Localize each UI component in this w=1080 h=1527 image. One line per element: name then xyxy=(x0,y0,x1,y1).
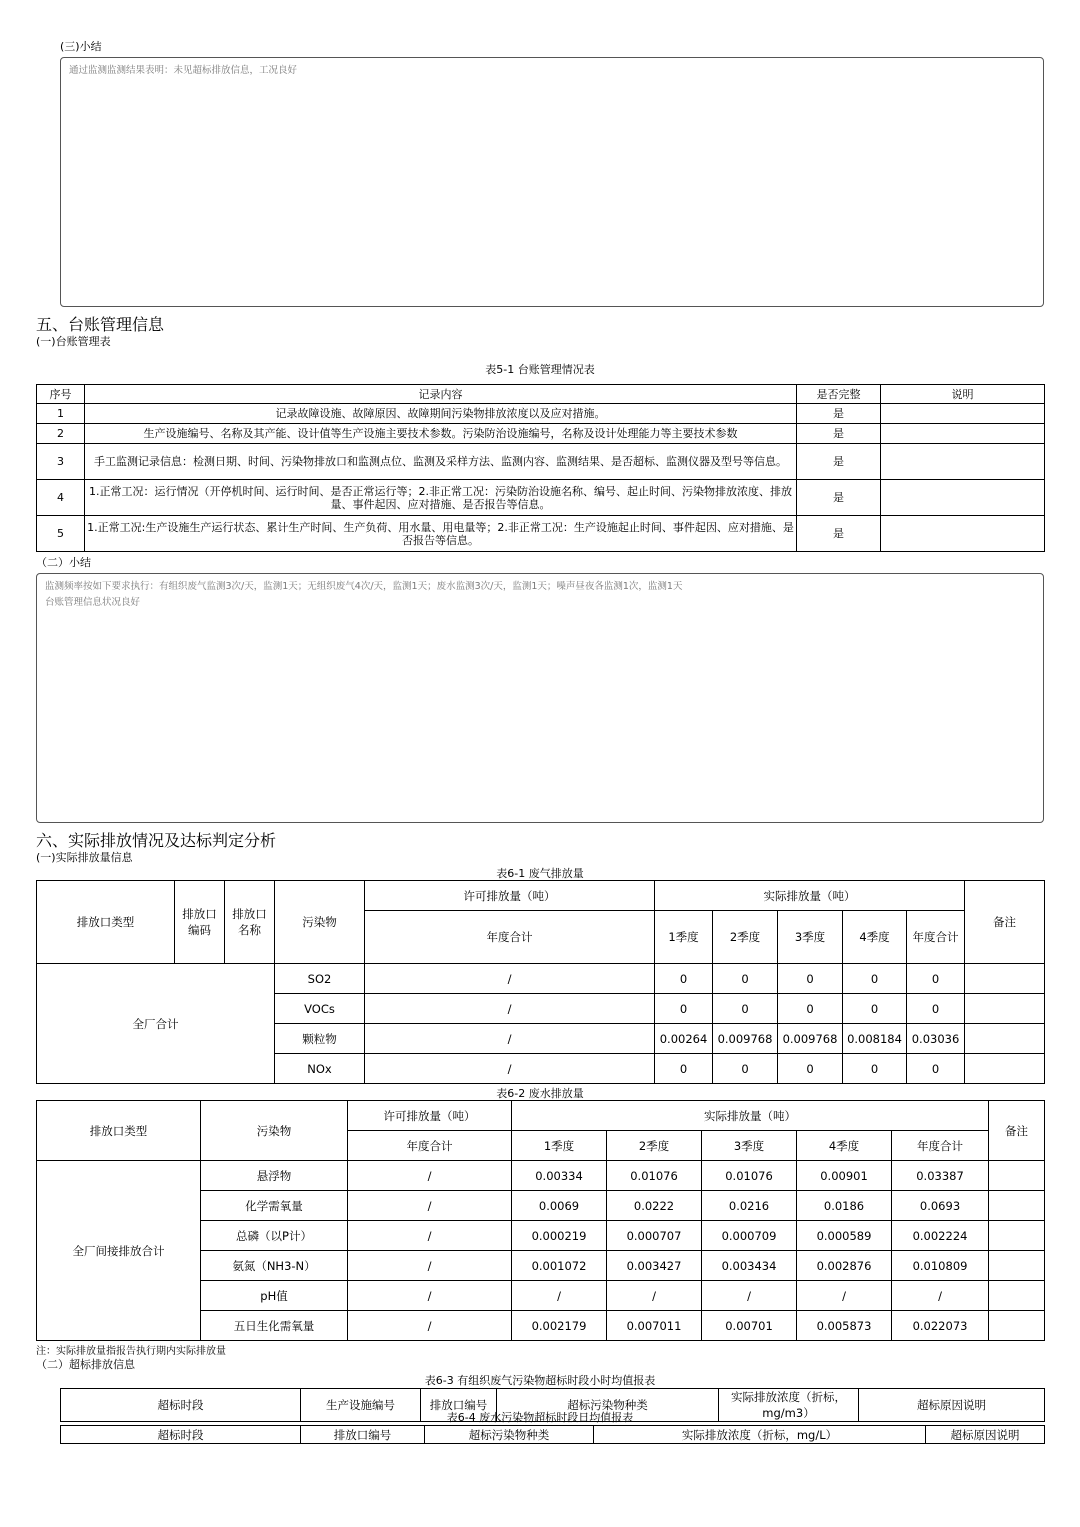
cell-q4: 0.005873 xyxy=(797,1311,892,1341)
cell-permit: / xyxy=(348,1251,512,1281)
cell-q3: 0.009768 xyxy=(778,1024,843,1054)
cell-q2: 0 xyxy=(713,1054,778,1084)
cell-q1: 0.0069 xyxy=(512,1191,607,1221)
cell-remark xyxy=(989,1191,1045,1221)
cell-permit: / xyxy=(348,1221,512,1251)
row-note xyxy=(881,404,1045,424)
header-year-total-actual: 年度合计 xyxy=(892,1131,989,1161)
summary-3-text: 通过监测监测结果表明：未见超标排放信息，工况良好 xyxy=(69,65,298,76)
row-complete: 是 xyxy=(797,444,881,480)
cell-q4: 0.000589 xyxy=(797,1221,892,1251)
header-permit: 许可排放量（吨） xyxy=(348,1101,512,1131)
emission-note: 注：实际排放量指报告执行期内实际排放量 xyxy=(36,1346,226,1357)
section-5-sub1: (一)台账管理表 xyxy=(36,335,111,348)
header-q4: 4季度 xyxy=(843,911,907,964)
header-exceed-reason: 超标原因说明 xyxy=(926,1426,1045,1444)
row-complete: 是 xyxy=(797,404,881,424)
cell-q3: 0.01076 xyxy=(702,1161,797,1191)
header-exceed-period: 超标时段 xyxy=(61,1389,301,1422)
section-6-sub2: （二）超标排放信息 xyxy=(36,1358,135,1371)
cell-q4: / xyxy=(797,1281,892,1311)
cell-total: 0.03036 xyxy=(907,1024,965,1054)
table-header-row xyxy=(37,1101,1045,1131)
header-actual: 实际排放量（吨） xyxy=(655,881,965,911)
cell-q3: 0 xyxy=(778,994,843,1024)
cell-permit: / xyxy=(365,994,655,1024)
header-year-total: 年度合计 xyxy=(365,911,655,964)
cell-pollutant: VOCs xyxy=(275,994,365,1024)
header-actual: 实际排放量（吨） xyxy=(512,1101,989,1131)
row-content: 手工监测记录信息：检测日期、时间、污染物排放口和监测点位、监测及采样方法、监测内容、监测结果、是否超标、监测仪器及型号等信息。 xyxy=(85,444,797,480)
cell-pollutant: 化学需氧量 xyxy=(201,1191,348,1221)
header-content: 记录内容 xyxy=(85,385,797,404)
cell-pollutant: 颗粒物 xyxy=(275,1024,365,1054)
cell-q2: 0 xyxy=(713,994,778,1024)
summary-5-line2: 台账管理信息状况良好 xyxy=(45,597,141,608)
cell-q2: 0.000707 xyxy=(607,1221,702,1251)
header-exceed-reason: 超标原因说明 xyxy=(859,1389,1045,1422)
table-6-1 xyxy=(36,880,1045,1084)
header-outlet-type: 排放口类型 xyxy=(37,1101,201,1161)
header-q2: 2季度 xyxy=(713,911,778,964)
header-note: 说明 xyxy=(881,385,1045,404)
row-no: 3 xyxy=(37,444,85,480)
header-year-total: 年度合计 xyxy=(348,1131,512,1161)
table-row xyxy=(37,444,1045,480)
cell-pollutant: 总磷（以P计） xyxy=(201,1221,348,1251)
cell-pollutant: 氨氮（NH3-N） xyxy=(201,1251,348,1281)
section-5-heading: 五、台账管理信息 xyxy=(36,315,165,334)
table-row xyxy=(37,1161,1045,1191)
cell-total: 0.03387 xyxy=(892,1161,989,1191)
cell-pollutant: 五日生化需氧量 xyxy=(201,1311,348,1341)
cell-remark xyxy=(989,1281,1045,1311)
header-outlet-type: 排放口类型 xyxy=(37,881,175,964)
header-complete: 是否完整 xyxy=(797,385,881,404)
cell-q3: 0 xyxy=(778,964,843,994)
cell-q2: 0.01076 xyxy=(607,1161,702,1191)
cell-permit: / xyxy=(365,1024,655,1054)
cell-pollutant: SO2 xyxy=(275,964,365,994)
cell-permit: / xyxy=(365,1054,655,1084)
cell-pollutant: 悬浮物 xyxy=(201,1161,348,1191)
cell-permit: / xyxy=(348,1161,512,1191)
cell-q1: / xyxy=(512,1281,607,1311)
row-no: 4 xyxy=(37,480,85,516)
section-6-heading: 六、实际排放情况及达标判定分析 xyxy=(36,831,277,850)
group-label: 全厂间接排放合计 xyxy=(37,1161,201,1341)
cell-q1: 0.001072 xyxy=(512,1251,607,1281)
cell-q3: 0.0216 xyxy=(702,1191,797,1221)
table-6-2 xyxy=(36,1100,1045,1341)
header-year-total-actual: 年度合计 xyxy=(907,911,965,964)
cell-q1: 0 xyxy=(655,994,713,1024)
cell-q1: 0.002179 xyxy=(512,1311,607,1341)
section-5-sub2: （二）小结 xyxy=(36,556,91,569)
cell-q2: 0.0222 xyxy=(607,1191,702,1221)
table-row xyxy=(37,404,1045,424)
header-pollutant: 污染物 xyxy=(201,1101,348,1161)
cell-total: 0.002224 xyxy=(892,1221,989,1251)
header-outlet-code: 排放口编码 xyxy=(175,881,225,964)
cell-q2: 0 xyxy=(713,964,778,994)
cell-total: 0 xyxy=(907,1054,965,1084)
cell-q1: 0.00264 xyxy=(655,1024,713,1054)
cell-total: / xyxy=(892,1281,989,1311)
row-complete: 是 xyxy=(797,516,881,552)
header-remark: 备注 xyxy=(989,1101,1045,1161)
cell-q4: 0 xyxy=(843,1054,907,1084)
row-no: 5 xyxy=(37,516,85,552)
header-pollutant-type: 超标污染物种类 xyxy=(425,1426,594,1444)
row-no: 2 xyxy=(37,424,85,444)
header-q3: 3季度 xyxy=(778,911,843,964)
row-complete: 是 xyxy=(797,424,881,444)
row-no: 1 xyxy=(37,404,85,424)
header-q1: 1季度 xyxy=(655,911,713,964)
cell-q3: 0 xyxy=(778,1054,843,1084)
header-outlet-code: 排放口编号 xyxy=(421,1389,497,1422)
row-note xyxy=(881,424,1045,444)
summary-5-line1: 监测频率按如下要求执行：有组织废气监测3次/天，监测1天；无组织废气4次/天，监测1天；废水监测3次/天，监测1天；噪声昼夜各监测1次，监测1天 xyxy=(45,581,683,592)
header-q4: 4季度 xyxy=(797,1131,892,1161)
header-permit: 许可排放量（吨） xyxy=(365,881,655,911)
cell-remark xyxy=(965,964,1045,994)
row-note xyxy=(881,444,1045,480)
header-remark: 备注 xyxy=(965,881,1045,964)
cell-q4: 0 xyxy=(843,964,907,994)
group-label: 全厂合计 xyxy=(37,964,275,1084)
cell-permit: / xyxy=(348,1191,512,1221)
cell-q2: 0.003427 xyxy=(607,1251,702,1281)
row-content: 生产设施编号、名称及其产能、设计值等生产设施主要技术参数。污染防治设施编号，名称及设计处理能力等主要技术参数 xyxy=(85,424,797,444)
row-complete: 是 xyxy=(797,480,881,516)
table-row xyxy=(37,424,1045,444)
table-header-row xyxy=(61,1426,1045,1444)
summary-3-title: (三)小结 xyxy=(60,40,102,53)
cell-remark xyxy=(989,1161,1045,1191)
cell-q3: 0.00701 xyxy=(702,1311,797,1341)
table-6-3-caption: 表6-3 有组织废气污染物超标时段小时均值报表 xyxy=(424,1374,656,1387)
cell-remark xyxy=(989,1251,1045,1281)
cell-q3: 0.003434 xyxy=(702,1251,797,1281)
table-header-row xyxy=(37,881,1045,911)
cell-q2: / xyxy=(607,1281,702,1311)
header-q3: 3季度 xyxy=(702,1131,797,1161)
cell-permit: / xyxy=(348,1311,512,1341)
cell-q3: / xyxy=(702,1281,797,1311)
header-pollutant-type: 超标污染物种类 xyxy=(497,1389,719,1422)
cell-q1: 0.00334 xyxy=(512,1161,607,1191)
table-row xyxy=(37,516,1045,552)
cell-remark xyxy=(989,1311,1045,1341)
header-q1: 1季度 xyxy=(512,1131,607,1161)
row-content: 1.正常工况:生产设施生产运行状态、累计生产时间、生产负荷、用水量、用电量等；2.非正常工况：生产设施起止时间、事件起因、应对措施、是否报告等信息。 xyxy=(85,516,797,552)
header-pollutant: 污染物 xyxy=(275,881,365,964)
cell-q4: 0.002876 xyxy=(797,1251,892,1281)
cell-q1: 0.000219 xyxy=(512,1221,607,1251)
header-no: 序号 xyxy=(37,385,85,404)
section-6-sub1: (一)实际排放量信息 xyxy=(36,851,133,864)
header-facility-code: 生产设施编号 xyxy=(301,1389,421,1422)
table-5-1-caption: 表5-1 台账管理情况表 xyxy=(485,363,595,376)
cell-q2: 0.009768 xyxy=(713,1024,778,1054)
cell-total: 0.0693 xyxy=(892,1191,989,1221)
cell-remark xyxy=(965,1024,1045,1054)
header-outlet-code: 排放口编号 xyxy=(301,1426,425,1444)
cell-total: 0.010809 xyxy=(892,1251,989,1281)
row-content: 记录故障设施、故障原因、故障期间污染物排放浓度以及应对措施。 xyxy=(85,404,797,424)
header-q2: 2季度 xyxy=(607,1131,702,1161)
header-actual-concentration: 实际排放浓度（折标，mg/L） xyxy=(594,1426,926,1444)
summary-5-textbox[interactable] xyxy=(36,573,1044,823)
cell-remark xyxy=(965,994,1045,1024)
table-6-4 xyxy=(60,1425,1045,1444)
header-exceed-period: 超标时段 xyxy=(61,1426,301,1444)
table-row xyxy=(37,964,1045,994)
cell-q4: 0.00901 xyxy=(797,1161,892,1191)
cell-q3: 0.000709 xyxy=(702,1221,797,1251)
row-note xyxy=(881,516,1045,552)
header-outlet-name: 排放口名称 xyxy=(225,881,275,964)
table-6-4-caption: 表6-4 废水污染物超标时段日均值报表 xyxy=(446,1411,634,1424)
cell-pollutant: NOx xyxy=(275,1054,365,1084)
summary-3-textbox[interactable] xyxy=(60,57,1044,307)
cell-q4: 0 xyxy=(843,994,907,1024)
row-note xyxy=(881,480,1045,516)
cell-remark xyxy=(989,1221,1045,1251)
cell-remark xyxy=(965,1054,1045,1084)
cell-q2: 0.007011 xyxy=(607,1311,702,1341)
table-header-row xyxy=(37,385,1045,404)
table-5-1 xyxy=(36,384,1045,552)
cell-total: 0.022073 xyxy=(892,1311,989,1341)
row-content: 1.正常工况：运行情况（开停机时间、运行时间、是否正常运行等；2.非正常工况：污染防治设施名称、编号、起止时间、污染物排放浓度、排放量、事件起因、应对措施、是否报告等信息。 xyxy=(85,480,797,516)
cell-q1: 0 xyxy=(655,964,713,994)
cell-total: 0 xyxy=(907,994,965,1024)
cell-q1: 0 xyxy=(655,1054,713,1084)
cell-q4: 0.008184 xyxy=(843,1024,907,1054)
header-actual-concentration: 实际排放浓度（折标，mg/m3） xyxy=(719,1389,859,1422)
table-6-2-caption: 表6-2 废水排放量 xyxy=(496,1087,584,1100)
cell-total: 0 xyxy=(907,964,965,994)
table-row xyxy=(37,480,1045,516)
cell-q4: 0.0186 xyxy=(797,1191,892,1221)
cell-pollutant: pH值 xyxy=(201,1281,348,1311)
table-6-1-caption: 表6-1 废气排放量 xyxy=(496,867,584,880)
cell-permit: / xyxy=(365,964,655,994)
cell-permit: / xyxy=(348,1281,512,1311)
